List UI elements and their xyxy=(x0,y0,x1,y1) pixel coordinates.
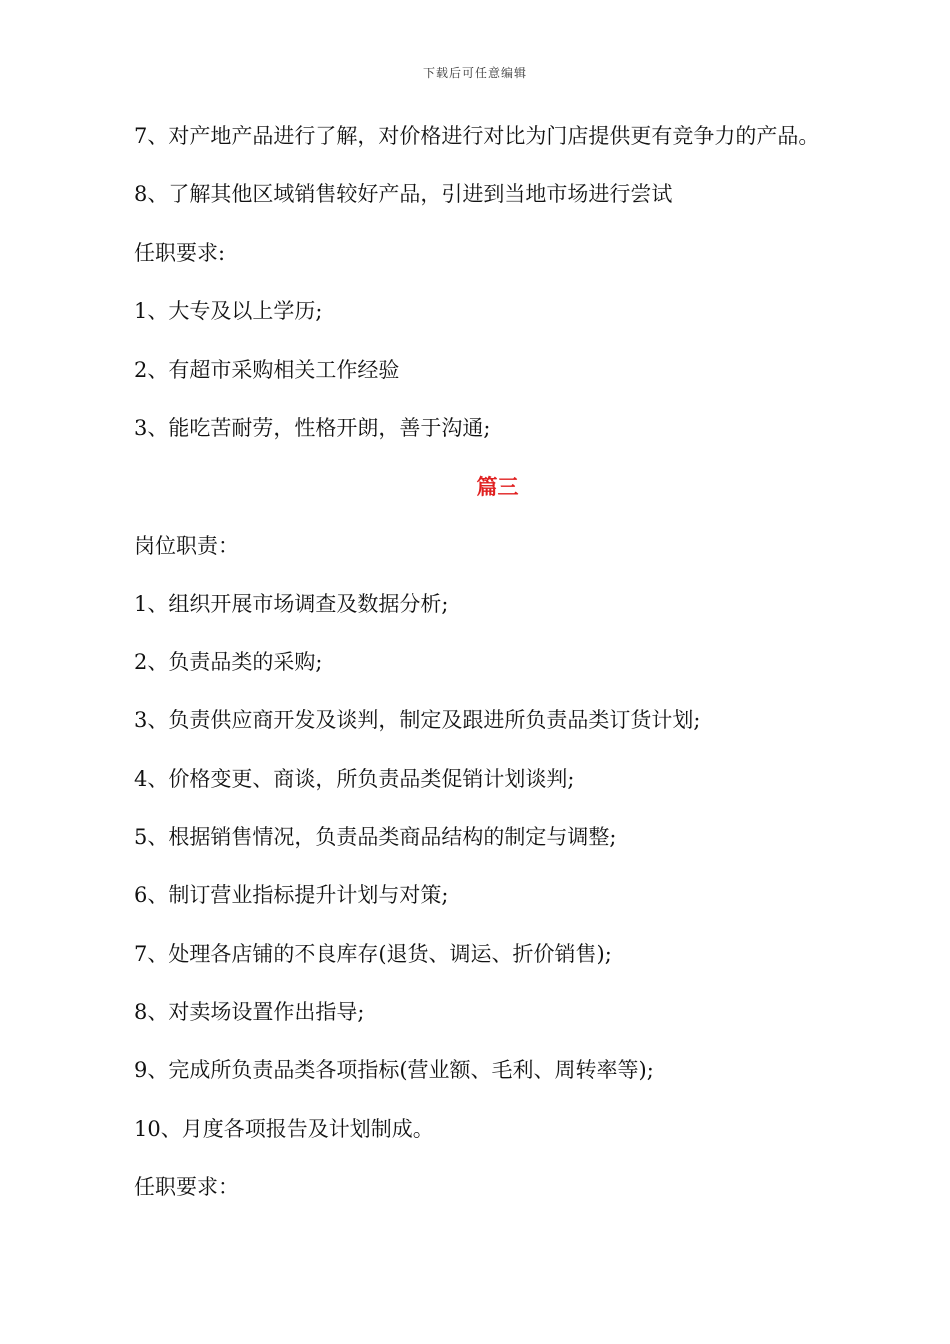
duty-item: 3、负责供应商开发及谈判，制定及跟进所负责品类订货计划; xyxy=(134,708,701,732)
section-title: 篇三 xyxy=(476,474,519,499)
duty-item: 9、完成所负责品类各项指标(营业额、毛利、周转率等); xyxy=(134,1058,654,1082)
page-header: 下载后可任意编辑 xyxy=(422,66,527,80)
duty-item: 10、月度各项报告及计划制成。 xyxy=(134,1117,434,1141)
requirements-heading: 任职要求： xyxy=(134,1175,239,1199)
duty-item: 6、制订营业指标提升计划与对策; xyxy=(134,883,449,907)
duty-item: 4、价格变更、商谈，所负责品类促销计划谈判; xyxy=(134,767,575,791)
duty-item: 8、对卖场设置作出指导; xyxy=(134,1000,365,1024)
requirement-item-3: 3、能吃苦耐劳，性格开朗，善于沟通; xyxy=(134,416,491,440)
duties-heading: 岗位职责： xyxy=(134,534,239,558)
duty-item: 1、组织开展市场调查及数据分析; xyxy=(134,592,449,616)
requirement-item-2: 2、有超市采购相关工作经验 xyxy=(134,358,400,382)
requirements-heading: 任职要求: xyxy=(134,241,226,265)
duty-item: 5、根据销售情况，负责品类商品结构的制定与调整; xyxy=(134,825,617,849)
duty-item: 2、负责品类的采购; xyxy=(134,650,323,674)
duty-item: 7、处理各店铺的不良库存(退货、调运、折价销售); xyxy=(134,942,612,966)
duty-item-8: 8、了解其他区域销售较好产品，引进到当地市场进行尝试 xyxy=(134,182,673,206)
requirement-item-1: 1、大专及以上学历; xyxy=(134,299,323,323)
duty-item-7: 7、对产地产品进行了解，对价格进行对比为门店提供更有竞争力的产品。 xyxy=(134,124,820,148)
